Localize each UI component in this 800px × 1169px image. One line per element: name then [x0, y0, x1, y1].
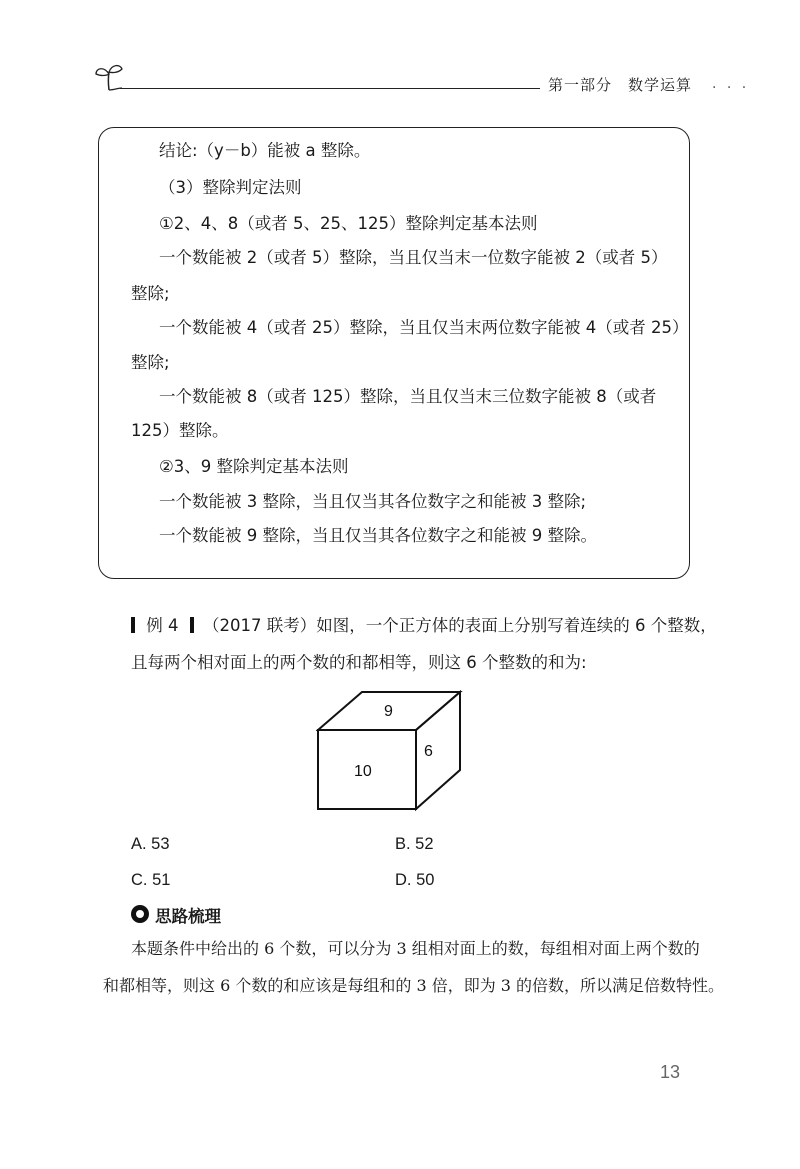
cube-figure [316, 690, 466, 814]
example-question-line-1: （2017 联考）如图，一个正方体的表面上分别写着连续的 6 个整数， [203, 616, 717, 635]
box-line-rule-4-25-cont: 整除; [131, 353, 170, 372]
header-title: 第一部分 数学运算 [548, 76, 693, 94]
analysis-title: 思路梳理 [155, 907, 221, 926]
box-line-conclusion: 结论:（y－b）能被 a 整除。 [159, 141, 371, 160]
cube-front-number: 10 [354, 763, 372, 780]
analysis-line-1: 本题条件中给出的 6 个数，可以分为 3 组相对面上的数，每组相对面上两个数的 [131, 939, 700, 958]
example-label: 例 4 [146, 616, 179, 635]
box-line-rule-1-title: ①2、4、8（或者 5、25、125）整除判定基本法则 [159, 214, 538, 233]
box-line-rule-2-title: ②3、9 整除判定基本法则 [159, 457, 349, 476]
box-line-rule-2-5: 一个数能被 2（或者 5）整除，当且仅当末一位数字能被 2（或者 5） [159, 248, 668, 267]
header-dots: · · · [712, 80, 750, 96]
example-marker-left [131, 617, 135, 633]
option-a: A. 53 [131, 835, 170, 853]
box-line-rule-4-25: 一个数能被 4（或者 25）整除，当且仅当末两位数字能被 4（或者 25） [159, 318, 689, 337]
example-marker-right [190, 617, 194, 633]
option-b: B. 52 [395, 835, 434, 853]
box-line-heading: （3）整除判定法则 [159, 178, 302, 197]
page-header [0, 0, 800, 110]
think-bullet-icon [131, 905, 149, 923]
cube-right-number: 6 [424, 743, 433, 760]
page-number: 13 [660, 1062, 681, 1082]
option-c: C. 51 [131, 871, 171, 889]
box-line-rule-2-5-cont: 整除; [131, 284, 170, 303]
box-line-rule-9: 一个数能被 9 整除，当且仅当其各位数字之和能被 9 整除。 [159, 526, 597, 545]
box-line-rule-8-125-cont: 125）整除。 [131, 421, 229, 440]
cube-top-number: 9 [384, 703, 393, 720]
cube-right-face [416, 692, 460, 809]
analysis-line-2: 和都相等，则这 6 个数的和应该是每组和的 3 倍，即为 3 的倍数，所以满足倍数特性。 [103, 976, 725, 995]
box-line-rule-3: 一个数能被 3 整除，当且仅当其各位数字之和能被 3 整除; [159, 492, 587, 511]
option-d: D. 50 [395, 871, 435, 889]
header-rule [120, 88, 540, 89]
box-line-rule-8-125: 一个数能被 8（或者 125）整除，当且仅当末三位数字能被 8（或者 [159, 387, 657, 406]
example-line-1 [131, 615, 717, 637]
example-question-line-2: 且每两个相对面上的两个数的和都相等，则这 6 个整数的和为: [131, 653, 587, 672]
